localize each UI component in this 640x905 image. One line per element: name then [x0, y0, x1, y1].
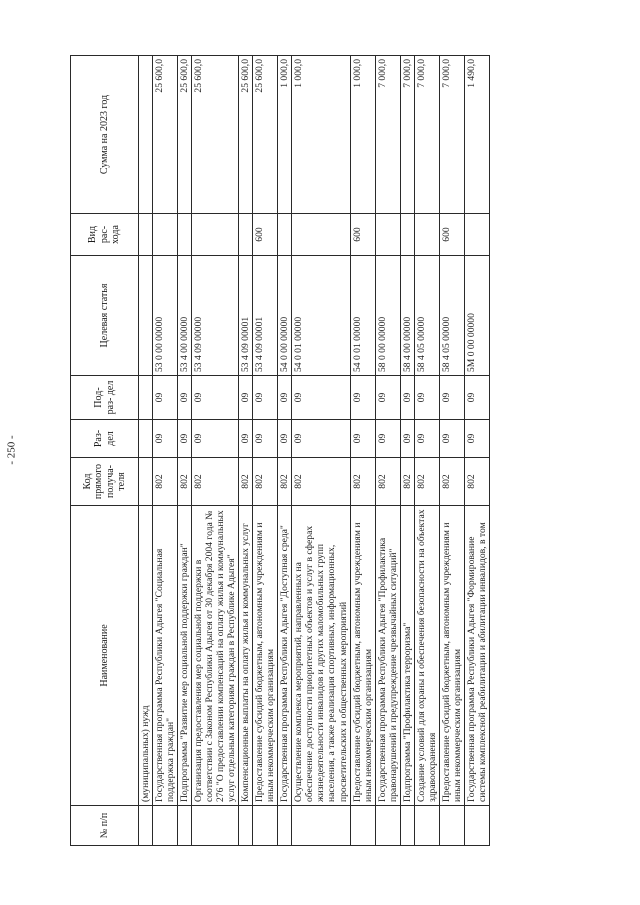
cell-num: [464, 806, 489, 846]
table-row: [439, 56, 464, 846]
cell-type: [375, 214, 400, 256]
cell-target: 58 4 00 00000: [400, 256, 414, 376]
cell-section: 09: [153, 420, 178, 458]
cell-type: [292, 214, 350, 256]
header-subsection: Под- раз- дел: [71, 376, 139, 420]
cell-num: [400, 806, 414, 846]
cell-name: Предоставление субсидий бюджетным, автономным учреждениям и иным некоммерческим организациям: [439, 506, 464, 806]
cell-code: 802: [375, 458, 400, 506]
cell-name: Государственная программа Республики Адыгея "Социальная поддержка граждан": [153, 506, 178, 806]
cell-type: [278, 214, 292, 256]
cell-target: 54 0 00 00000: [278, 256, 292, 376]
table-header-row: [71, 56, 139, 846]
cell-name: Предоставление субсидий бюджетным, автономным учреждениям и иным некоммерческим организациям: [253, 506, 278, 806]
cell-amount: 7 000,0: [375, 56, 400, 214]
cell-amount: 1 000,0: [350, 56, 375, 214]
table-row: [192, 56, 239, 846]
budget-table-sheet: [70, 56, 560, 846]
table-row: [400, 56, 414, 846]
cell-num: [153, 806, 178, 846]
cell-num: [278, 806, 292, 846]
cell-name: Предоставление субсидий бюджетным, автономным учреждениям и иным некоммерческим организациям: [350, 506, 375, 806]
cell-code: 802: [178, 458, 192, 506]
cell-target: 58 4 05 00000: [439, 256, 464, 376]
cell-code: [139, 458, 153, 506]
cell-target: 58 0 00 00000: [375, 256, 400, 376]
cell-subsection: [139, 376, 153, 420]
cell-num: [253, 806, 278, 846]
cell-section: 09: [414, 420, 439, 458]
cell-code: 802: [350, 458, 375, 506]
cell-name: Государственная программа Республики Адыгея "Доступная среда": [278, 506, 292, 806]
cell-name: Компенсационные выплаты на оплату жилья и коммунальных услуг: [239, 506, 253, 806]
cell-num: [292, 806, 350, 846]
cell-amount: 1 000,0: [292, 56, 350, 214]
cell-section: 09: [350, 420, 375, 458]
cell-name: Государственная программа Республики Адыгея "Профилактика правонарушений и предупреждение чрезвычайных ситуаций": [375, 506, 400, 806]
cell-code: 802: [153, 458, 178, 506]
table-row: [178, 56, 192, 846]
cell-target: 53 0 00 00000: [153, 256, 178, 376]
table-row: [375, 56, 400, 846]
table-row: [464, 56, 489, 846]
cell-code: 802: [439, 458, 464, 506]
cell-name: Государственная программа Республики Адыгея "Формирование системы комплексной реабилитации и абилитации инвалидов, в том: [464, 506, 489, 806]
cell-subsection: 09: [292, 376, 350, 420]
cell-type: 600: [253, 214, 278, 256]
cell-code: 802: [464, 458, 489, 506]
cell-name: Осуществление комплекса мероприятий, направленных на обеспечение доступности приоритетных объектов и услуг в сферах жизнедеятельности инвалидов и других маломобильных групп населения, а также реализация спортивных, информационных, просветительских и общественных мероприятий: [292, 506, 350, 806]
header-name: Наименование: [71, 506, 139, 806]
cell-type: [153, 214, 178, 256]
cell-type: 600: [439, 214, 464, 256]
table-row: [350, 56, 375, 846]
cell-amount: 25 600,0: [192, 56, 239, 214]
cell-code: 802: [192, 458, 239, 506]
cell-amount: 1 490,0: [464, 56, 489, 214]
cell-target: 53 4 09 00001: [239, 256, 253, 376]
header-target-item: Целевая статья: [71, 256, 139, 376]
header-expense-type: Вид рас- хода: [71, 214, 139, 256]
cell-name: Подпрограмма "Профилактика терроризма": [400, 506, 414, 806]
cell-section: 09: [178, 420, 192, 458]
cell-subsection: 09: [192, 376, 239, 420]
cell-amount: 7 000,0: [439, 56, 464, 214]
cell-section: 09: [192, 420, 239, 458]
cell-section: 09: [400, 420, 414, 458]
cell-section: 09: [239, 420, 253, 458]
cell-type: [464, 214, 489, 256]
cell-amount: 1 000,0: [278, 56, 292, 214]
cell-code: 802: [414, 458, 439, 506]
cell-subsection: 09: [178, 376, 192, 420]
header-num: № п/п: [71, 806, 139, 846]
cell-subsection: 09: [253, 376, 278, 420]
table-row: [253, 56, 278, 846]
cell-subsection: 09: [414, 376, 439, 420]
cell-num: [375, 806, 400, 846]
cell-name: (муниципальных) нужд: [139, 506, 153, 806]
cell-target: 53 4 09 00001: [253, 256, 278, 376]
header-amount: Сумма на 2023 год: [71, 56, 139, 214]
header-section: Раз- дел: [71, 420, 139, 458]
cell-section: 09: [439, 420, 464, 458]
header-recipient-code: Код прямого получа- теля: [71, 458, 139, 506]
cell-target: 58 4 05 00000: [414, 256, 439, 376]
cell-type: [239, 214, 253, 256]
table-row: [153, 56, 178, 846]
cell-subsection: 09: [350, 376, 375, 420]
cell-type: 600: [350, 214, 375, 256]
cell-target: 54 0 01 00000: [350, 256, 375, 376]
cell-name: Подпрограмма "Развитие мер социальной поддержки граждан": [178, 506, 192, 806]
cell-type: [192, 214, 239, 256]
cell-subsection: 09: [375, 376, 400, 420]
table-row: [292, 56, 350, 846]
cell-num: [414, 806, 439, 846]
cell-subsection: 09: [439, 376, 464, 420]
cell-type: [400, 214, 414, 256]
cell-subsection: 09: [278, 376, 292, 420]
cell-amount: 25 600,0: [153, 56, 178, 214]
table-row: [414, 56, 439, 846]
cell-subsection: 09: [464, 376, 489, 420]
page-number: [0, 430, 24, 470]
cell-section: 09: [375, 420, 400, 458]
cell-num: [178, 806, 192, 846]
cell-amount: 25 600,0: [253, 56, 278, 214]
page-number-text: - 250 -: [6, 435, 19, 465]
cell-amount: 7 000,0: [414, 56, 439, 214]
table-row: [139, 56, 153, 846]
cell-amount: 25 600,0: [239, 56, 253, 214]
cell-code: 802: [278, 458, 292, 506]
table-row: [278, 56, 292, 846]
cell-target: 53 4 09 00000: [192, 256, 239, 376]
cell-amount: 25 600,0: [178, 56, 192, 214]
cell-section: [139, 420, 153, 458]
cell-num: [439, 806, 464, 846]
cell-code: 802: [400, 458, 414, 506]
cell-amount: [139, 56, 153, 214]
cell-code: 802: [292, 458, 350, 506]
cell-code: 802: [239, 458, 253, 506]
cell-target: 53 4 00 00000: [178, 256, 192, 376]
cell-target: 54 0 01 00000: [292, 256, 350, 376]
cell-subsection: 09: [153, 376, 178, 420]
cell-type: [414, 214, 439, 256]
cell-section: 09: [253, 420, 278, 458]
cell-section: 09: [278, 420, 292, 458]
cell-num: [239, 806, 253, 846]
budget-table: [70, 55, 490, 846]
cell-target: [139, 256, 153, 376]
cell-code: 802: [253, 458, 278, 506]
cell-name: Создание условий для охраны и обеспечения безопасности на объектах здравоохранения: [414, 506, 439, 806]
cell-num: [350, 806, 375, 846]
cell-target: 5М 0 00 00000: [464, 256, 489, 376]
cell-num: [192, 806, 239, 846]
cell-section: 09: [292, 420, 350, 458]
cell-section: 09: [464, 420, 489, 458]
cell-subsection: 09: [400, 376, 414, 420]
cell-type: [178, 214, 192, 256]
cell-num: [139, 806, 153, 846]
table-row: [239, 56, 253, 846]
cell-type: [139, 214, 153, 256]
cell-amount: 7 000,0: [400, 56, 414, 214]
cell-name: Организация предоставления мер социальной поддержки в соответствии с Законом Республики Адыгея от 30 декабря 2004 года № 276 "О предоставлении компенсаций на оплату жилья и коммунальных услуг отдельным категориям граждан в Республике Адыгея": [192, 506, 239, 806]
cell-subsection: 09: [239, 376, 253, 420]
